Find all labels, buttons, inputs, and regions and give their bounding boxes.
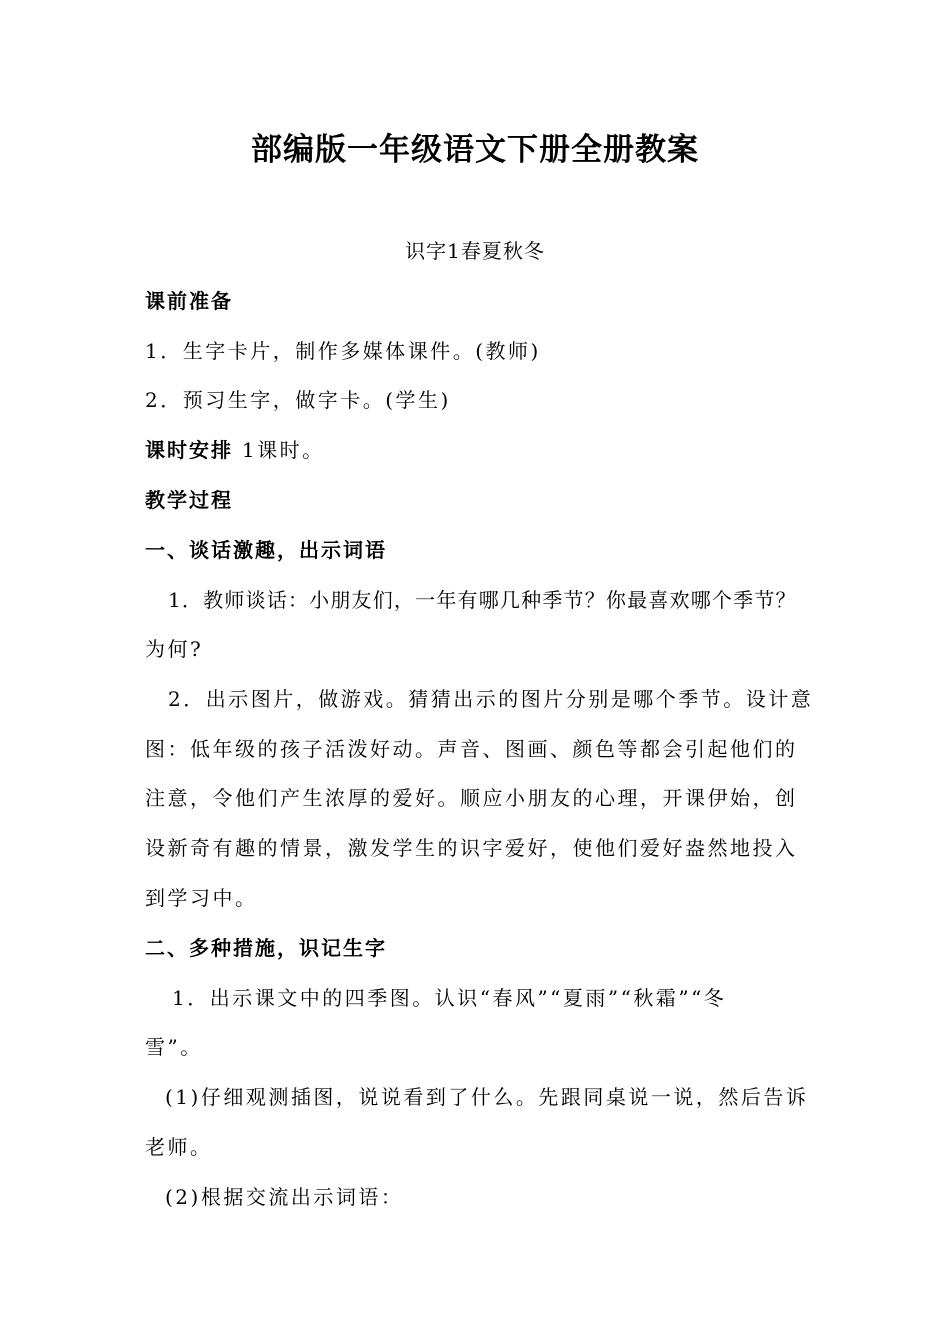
section2-heading: 二、多种措施，识记生字 [145, 936, 387, 960]
s2-paragraph3-line1: (2)根据交流出示词语： [165, 1185, 404, 1209]
process-heading: 教学过程 [145, 488, 233, 512]
prep-item-2: 2．预习生字，做字卡。(学生) [145, 388, 451, 412]
s1-paragraph1-line2: 为何? [145, 637, 204, 661]
prep-heading: 课前准备 [145, 289, 233, 313]
schedule-line [145, 435, 825, 465]
section1-heading: 一、谈话激趣，出示词语 [145, 538, 387, 562]
schedule-value: 1课时。 [233, 438, 325, 462]
s1-paragraph2-line5: 到学习中。 [145, 886, 258, 910]
lesson-title: 识字1春夏秋冬 [405, 239, 545, 263]
s1-paragraph2-line4: 设新奇有趣的情景，激发学生的识字爱好，使他们爱好盎然地投入 [145, 836, 798, 860]
schedule-label: 课时安排 [145, 438, 233, 462]
s2-paragraph2-line1: (1)仔细观测插图，说说看到了什么。先跟同桌说一说，然后告诉 [165, 1085, 809, 1109]
s1-paragraph1-line1: 1．教师谈话：小朋友们，一年有哪几种季节？你最喜欢哪个季节？ [168, 588, 797, 612]
s1-paragraph2-line1: 2．出示图片，做游戏。猜猜出示的图片分别是哪个季节。设计意 [168, 687, 814, 711]
s1-paragraph2-line3: 注意，令他们产生浓厚的爱好。顺应小朋友的心理，开课伊始，创 [145, 786, 798, 810]
s2-paragraph2-line2: 老师。 [145, 1135, 213, 1159]
prep-item-1: 1．生字卡片，制作多媒体课件。(教师) [145, 339, 541, 363]
s2-paragraph1-line2: 雪”。 [145, 1035, 203, 1059]
document-title: 部编版一年级语文下册全册教案 [251, 132, 699, 168]
s2-paragraph1-line1: 1．出示课文中的四季图。认识“春风”“夏雨”“秋霜”“冬 [172, 986, 727, 1010]
s1-paragraph2-line2: 图：低年级的孩子活泼好动。声音、图画、颜色等都会引起他们的 [145, 737, 798, 761]
